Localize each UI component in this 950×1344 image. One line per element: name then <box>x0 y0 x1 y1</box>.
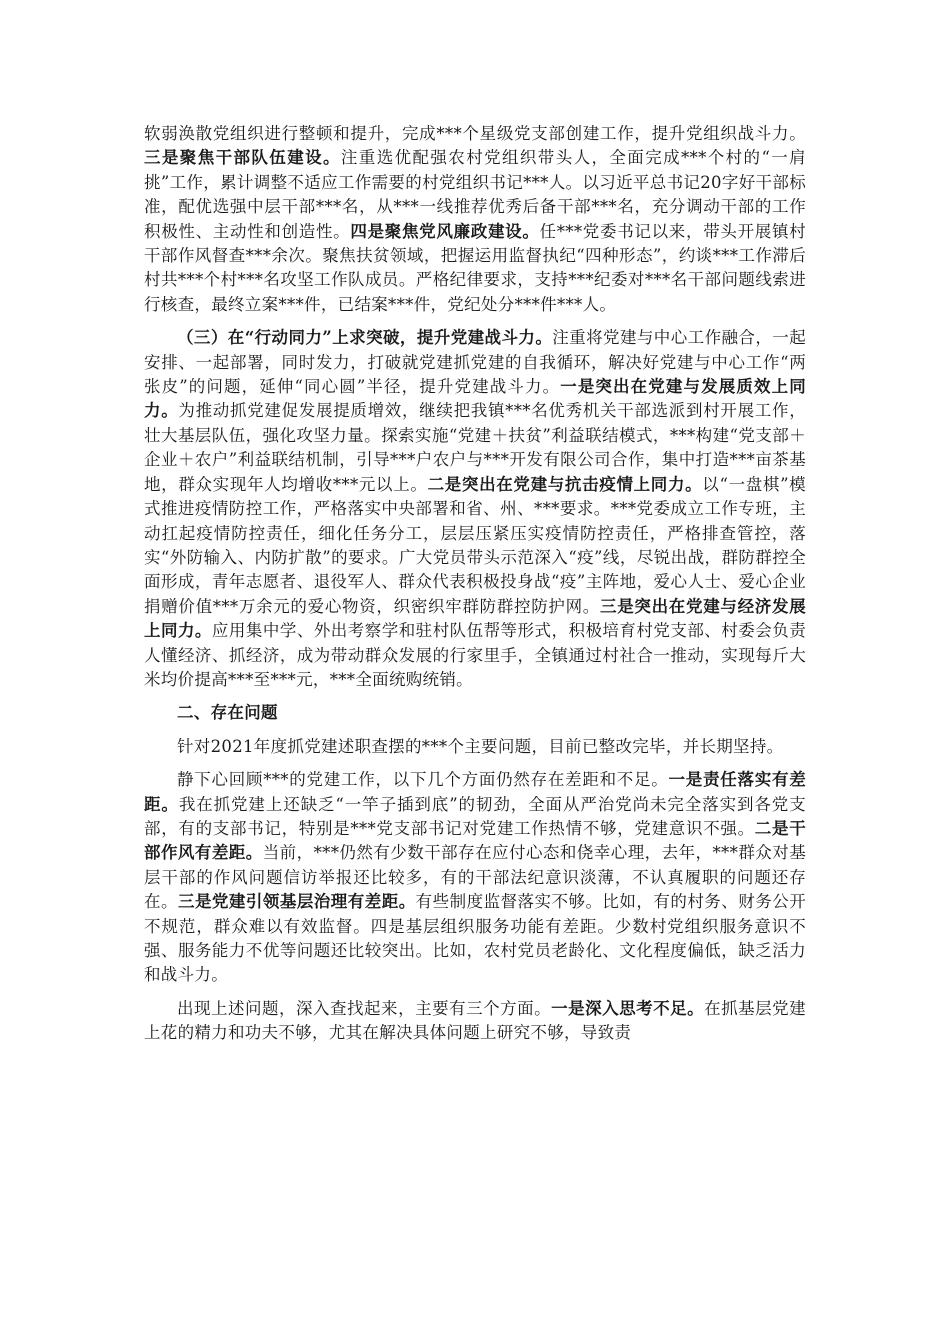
text-run: 出现上述问题，深入查找起来，主要有三个方面。 <box>177 998 552 1018</box>
text-run: 静下心回顾***的党建工作，以下几个方面仍然存在差距和不足。 <box>177 770 669 790</box>
paragraph-3 <box>144 735 806 759</box>
text-run: 任***党委书记以来，带头开展镇村干部作风督查***余次。聚焦扶贫领域，把握运用监督执纪“四种形态”，约谈***工作滞后村共***个村***名攻坚工作队成员。严格纪律要求，支持***纪委对***名干部问题线索进行核查，最终立案***件，已结案***件，党纪处分***件***人。 <box>144 221 806 314</box>
paragraph-1 <box>144 122 806 317</box>
bold-run: 四是聚焦党风廉政建设。 <box>350 221 540 241</box>
bold-run: 一是深入思考不足。 <box>551 998 705 1018</box>
text-run: 我在抓党建上还缺乏“一竿子插到底”的韧劲，全面从严治党尚未完全落实到各党支部，有的支部书记，特别是***党支部书记对党建工作热情不够，党建意识不强。 <box>144 794 806 838</box>
bold-run: 二是干部作风有差距。 <box>144 818 806 863</box>
bold-run: （三）在“行动同力”上求突破，提升党建战斗力。 <box>177 328 553 348</box>
bold-run: 三是党建引领基层治理有差距。 <box>177 892 416 912</box>
text-run: 有些制度监督落实不够。比如，有的村务、财务公开不规范，群众难以有效监督。四是基层组织服务功能有差距。少数村党组织服务意识不强、服务能力不优等问题还比较突出。比如，农村党员老龄化、文化程度偏低，缺乏活力和战斗力。 <box>144 892 806 985</box>
bold-run: 一是责任落实有差距。 <box>144 770 807 814</box>
bold-run: 一是突出在党建与发展质效上同力。 <box>144 377 807 421</box>
bold-run: 二是突出在党建与抗击疫情上同力。 <box>427 474 703 494</box>
text-run: 当前，***仍然有少数干部存在应付心态和侥幸心理，去年，***群众对基层干部的作风问题信访举报还比较多，有的干部法纪意识淡薄，不认真履职的问题还存在。 <box>144 843 806 912</box>
section-heading-2: 二、存在问题 <box>177 703 278 723</box>
paragraph-4 <box>144 768 806 988</box>
text-run: 注重将党建与中心工作融合，一起安排、一起部署，同时发力，打破就党建抓党建的自我循环，解决好党建与中心工作“两张皮”的问题，延伸“同心圆”半径，提升党建战斗力。 <box>144 328 806 397</box>
text-run: 以“一盘棋”模式推进疫情防控工作，严格落实中央部署和省、州、***要求。***党委成立工作专班，主动扛起疫情防控责任，细化任务分工，层层压紧压实疫情防控责任，严格排查管控，落实“外防输入、内防扩散”的要求。广大党员带头示范深入“疫”线，尽锐出战，群防群控全面形成，青年志愿者、退役军人、群众代表积极投身战“疫”主阵地，爱心人士、爱心企业捐赠价值***万余元的爱心物资，织密织牢群防群控防护网。 <box>144 474 806 616</box>
text-run: 针对2021年度抓党建述职查摆的***个主要问题，目前已整改完毕，并长期坚持。 <box>177 736 784 756</box>
document-body <box>144 122 806 1055</box>
paragraph-2 <box>144 326 806 692</box>
bold-run: 三是聚焦干部队伍建设。 <box>144 148 341 168</box>
text-run: 应用集中学、外出考察学和驻村队伍帮等形式，积极培育村党支部、村委会负责人懂经济、抓经济，成为带动群众发展的行家里手，全镇通过村社合一推动，实现每斤大米均价提高***至***元，***全面统购统销。 <box>144 621 807 689</box>
text-run: 在抓基层党建上花的精力和功夫不够，尤其在解决具体问题上研究不够，导致责 <box>144 998 806 1043</box>
paragraph-5 <box>144 997 806 1046</box>
bold-run: 三是突出在党建与经济发展上同力。 <box>144 596 806 641</box>
text-run: 注重选优配强农村党组织带头人，全面完成***个村的“一肩挑”工作，累计调整不适应工作需要的村党组织书记***人。以习近平总书记20字好干部标准，配优选强中层干部***名，从***一线推荐优秀后备干部***名，充分调动干部的工作积极性、主动性和创造性。 <box>144 148 806 241</box>
text-run: 软弱涣散党组织进行整顿和提升，完成***个星级党支部创建工作，提升党组织战斗力。 <box>144 124 806 143</box>
text-run: 为推动抓党建促发展提质增效，继续把我镇***名优秀机关干部选派到村开展工作，壮大基层队伍，强化攻坚力量。探索实施“党建＋扶贫”利益联结模式，***构建“党支部＋企业＋农户”利益联结机制，引导***户农户与***开发有限公司合作，集中打造***亩茶基地，群众实现年人均增收***元以上。 <box>144 401 806 494</box>
